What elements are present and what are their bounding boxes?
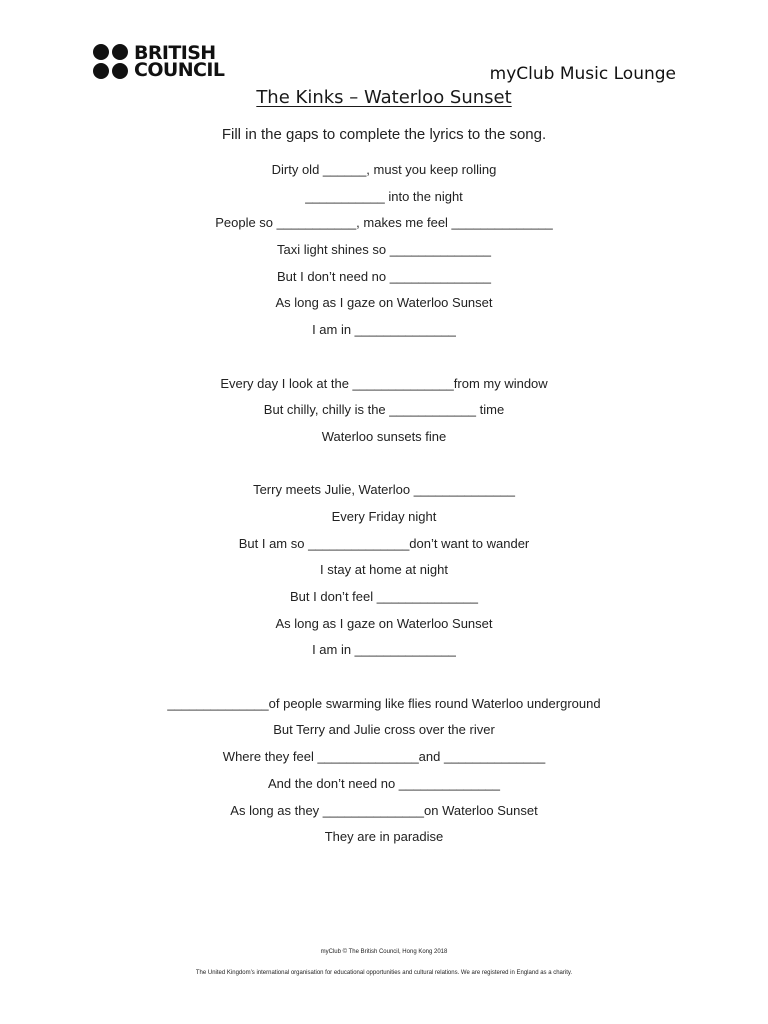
logo-dots-icon	[93, 44, 128, 79]
lyric-line: Dirty old ______, must you keep rolling	[271, 162, 497, 177]
logo-line-1: BRITISH	[134, 41, 216, 64]
british-council-logo	[93, 41, 225, 81]
lyric-line: I am in ______________	[312, 322, 456, 338]
stanza-break	[0, 454, 768, 481]
logo-dot	[112, 44, 128, 60]
lyrics-section	[0, 160, 768, 854]
lyric-line: Every day I look at the ______________from my window	[220, 375, 548, 391]
lyric-line: ___________ into the night	[305, 188, 463, 204]
lyric-line: They are in paradise	[324, 829, 444, 845]
logo-dot	[93, 44, 109, 60]
lyric-line: As long as they ______________on Waterloo Sunset	[230, 802, 538, 818]
logo-dot	[93, 63, 109, 79]
footer-tagline: The United Kingdom’s international organisation for educational opportunities and cultural relations. We are registered in England as a charity.	[195, 970, 573, 976]
logo-wordmark	[134, 41, 225, 81]
lyric-line: Where they feel ______________and ______________	[222, 749, 546, 765]
lyric-line: I am in ______________	[312, 642, 456, 658]
lyric-line: I stay at home at night	[320, 562, 448, 578]
lyric-line: People so ___________, makes me feel ______________	[215, 215, 553, 231]
lyric-line: ______________of people swarming like flies round Waterloo underground	[167, 695, 601, 711]
lyric-line: But I don’t feel ______________	[290, 589, 478, 604]
lyric-line: Waterloo sunsets fine	[321, 428, 447, 444]
lyric-line: But I am so ______________don’t want to wander	[238, 535, 530, 551]
song-title: The Kinks – Waterloo Sunset	[256, 87, 512, 108]
lyric-line: But I don’t need no ______________	[277, 268, 491, 284]
instructions: Fill in the gaps to complete the lyrics to the song.	[221, 126, 547, 143]
lyric-line: Terry meets Julie, Waterloo ______________	[253, 482, 515, 498]
footer-copyright: myClub © The British Council, Hong Kong 2018	[320, 949, 448, 955]
stanza-break	[0, 347, 768, 374]
logo-line-2: COUNCIL	[134, 58, 225, 81]
lyric-line: As long as I gaze on Waterloo Sunset	[275, 295, 493, 311]
lyric-line: Every Friday night	[331, 508, 437, 524]
lyric-line: Taxi light shines so ______________	[277, 242, 491, 258]
lyric-line: As long as I gaze on Waterloo Sunset	[275, 615, 493, 631]
logo-dot	[112, 63, 128, 79]
club-title: myClub Music Lounge	[489, 64, 676, 84]
lyric-line: But chilly, chilly is the ____________ time	[263, 402, 505, 418]
lyric-line: And the don’t need no ______________	[267, 775, 501, 791]
lyric-line: But Terry and Julie cross over the river	[273, 722, 495, 738]
stanza-break	[0, 667, 768, 694]
